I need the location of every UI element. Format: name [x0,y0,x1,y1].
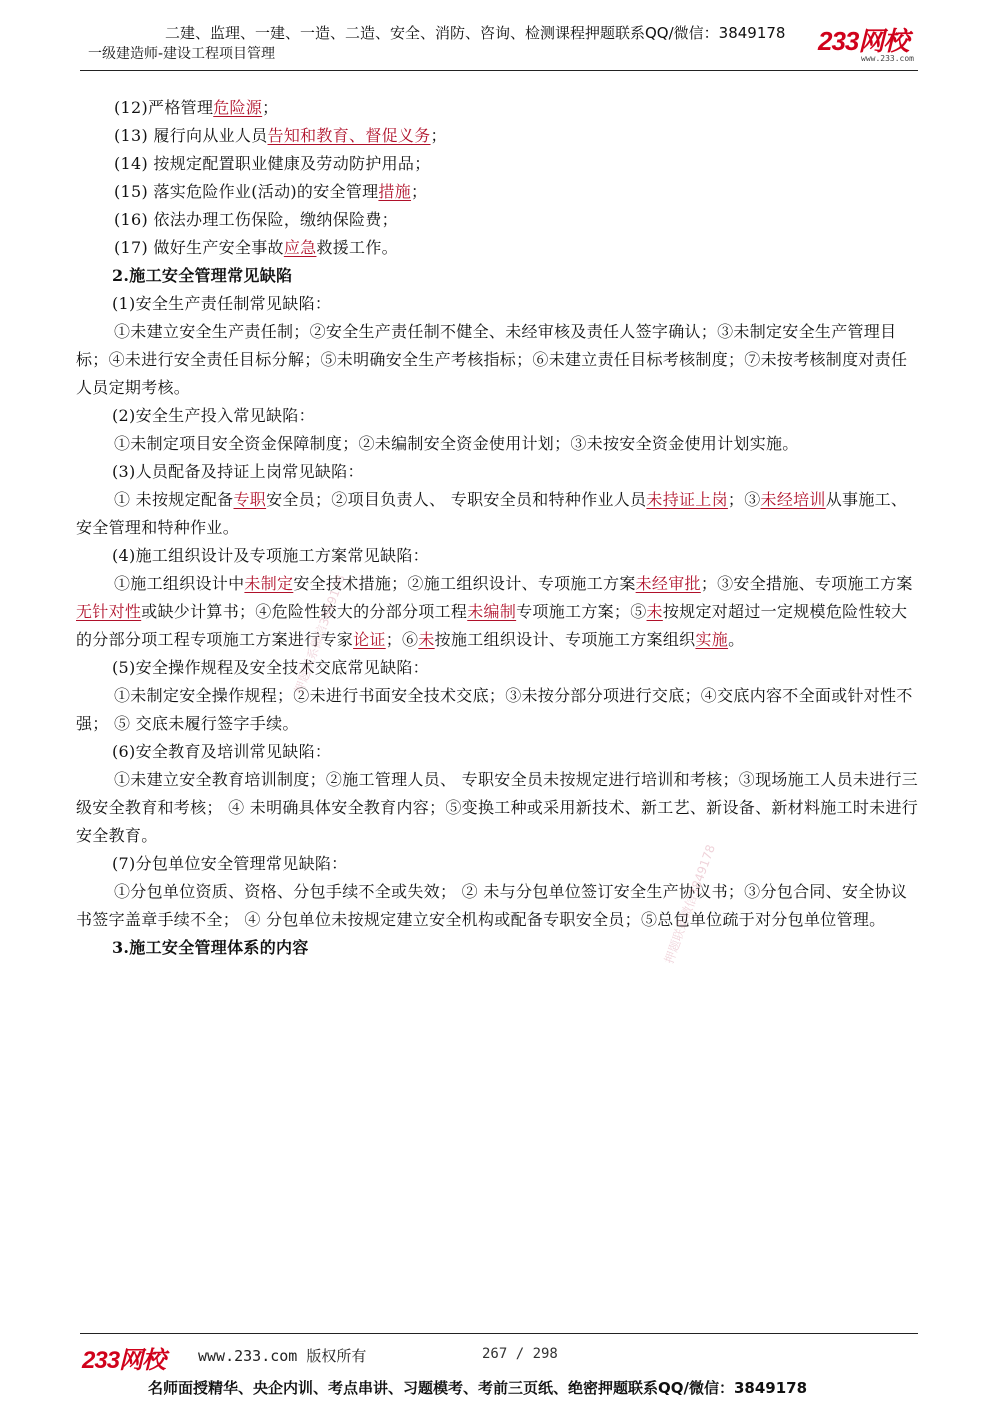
paragraph: ①未制定安全操作规程；②未进行书面安全技术交底；③未按分部分项进行交底；④交底内容不全面或针对性不强； ⑤ 交底未履行签字手续。 [76,686,913,733]
paragraph: ① 未按规定配备专职安全员；②项目负责人、 专职安全员和特种作业人员未持证上岗；③未经培训从事施工、安全管理和特种作业。 [76,490,908,537]
subsection-title: (4)施工组织设计及专项施工方案常见缺陷： [112,546,429,565]
footer-logo[interactable]: 233网校 [82,1347,166,1374]
site-logo[interactable] [818,28,928,64]
subsection-title: (7)分包单位安全管理常见缺陷： [112,854,348,873]
logo-text: 233网校 [818,26,909,56]
paragraph: ①分包单位资质、资格、分包手续不全或失效； ② 未与分包单位签订安全生产协议书；③分包合同、安全协议书签字盖章手续不全； ④ 分包单位未按规定建立安全机构或配备专职安全员；⑤总包单位疏于对分包单位管理。 [76,882,908,929]
subsection-title: (3)人员配备及持证上岗常见缺陷： [112,462,364,481]
page-content [76,94,921,962]
document-subject: 一级建造师-建设工程项目管理 [88,46,276,62]
header-divider [80,70,918,71]
page-number: 267 / 298 [482,1346,558,1362]
list-item: (12)严格管理危险源； [114,98,279,117]
section-heading: 2.施工安全管理常见缺陷 [112,266,293,285]
paragraph: ①未制定项目安全资金保障制度；②未编制安全资金使用计划；③未按安全资金使用计划实施。 [114,434,799,453]
watermark: 押题联系微信3849178 [661,842,718,966]
paragraph: ①未建立安全生产责任制；②安全生产责任制不健全、未经审核及责任人签字确认；③未制定安全生产管理目标；④未进行安全责任目标分解；⑤未明确安全生产考核指标；⑥未建立责任目标考核制度；⑦未按考核制度对责任人员定期考核。 [76,322,908,397]
subsection-title: (5)安全操作规程及安全技术交底常见缺陷： [112,658,429,677]
subsection-title: (1)安全生产责任制常见缺陷： [112,294,332,313]
list-item: (14) 按规定配置职业健康及劳动防护用品； [114,154,431,173]
header-banner: 二建、监理、一建、一造、二造、安全、消防、咨询、检测课程押题联系QQ/微信：3849178 [165,24,786,42]
section-heading: 3.施工安全管理体系的内容 [112,938,309,957]
copyright-text: www.233.com 版权所有 [198,1347,367,1365]
footer-banner: 名师面授精华、央企内训、考点串讲、习题模考、考前三页纸、绝密押题联系QQ/微信：3849178 [148,1379,808,1397]
paragraph: ①施工组织设计中未制定安全技术措施；②施工组织设计、专项施工方案未经审批；③安全措施、专项施工方案无针对性或缺少计算书；④危险性较大的分部分项工程未编制专项施工方案；⑤未按规定对超过一定规模危险性较大的分部分项工程专项施工方案进行专家论证；⑥未按施工组织设计、专项施工方案组织实施。 [76,574,913,649]
footer-divider [80,1333,918,1334]
subsection-title: (6)安全教育及培训常见缺陷： [112,742,332,761]
list-item: (17) 做好生产安全事故应急救援工作。 [114,238,398,257]
paragraph: ①未建立安全教育培训制度；②施工管理人员、 专职安全员未按规定进行培训和考核；③现场施工人员未进行三级安全教育和考核； ④ 未明确具体安全教育内容；⑤变换工种或采用新技术、新工艺、新设备、新材料施工时未进行安全教育。 [76,770,919,845]
logo-url: www.233.com [861,54,914,63]
subsection-title: (2)安全生产投入常见缺陷： [112,406,315,425]
list-item: (13) 履行向从业人员告知和教育、督促义务； [114,126,447,145]
list-item: (15) 落实危险作业(活动)的安全管理措施； [114,182,428,201]
list-item: (16) 依法办理工伤保险，缴纳保险费； [114,210,398,229]
watermark: 押题联系微信3849178 [291,572,348,696]
